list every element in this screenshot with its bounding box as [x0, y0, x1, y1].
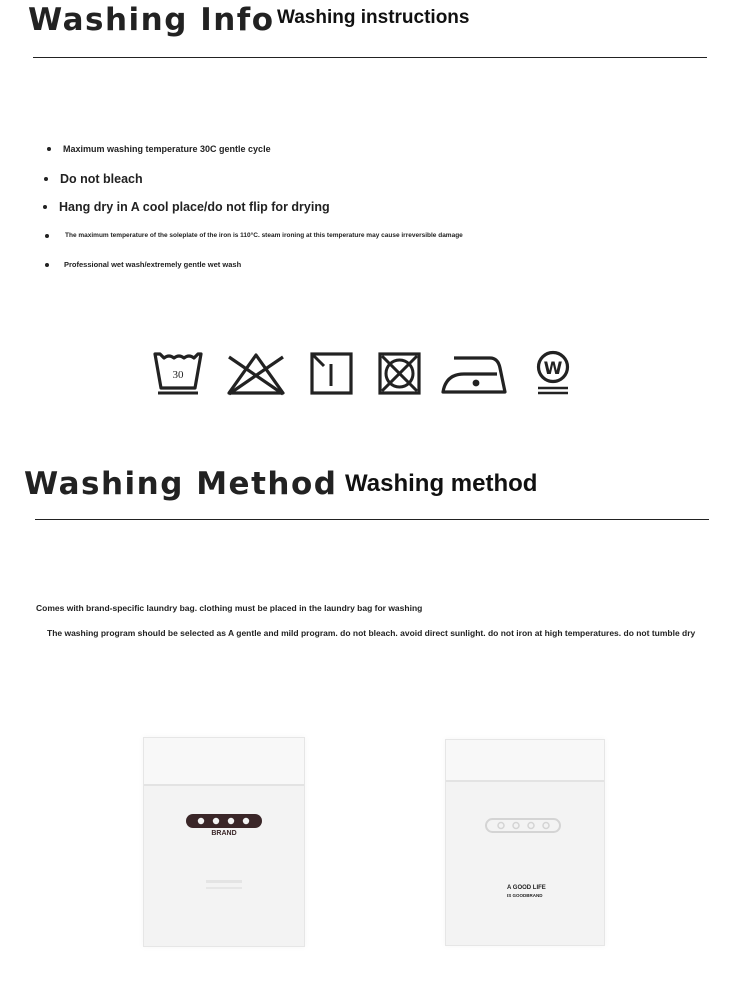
- washing-info-title: Washing Info: [28, 2, 275, 38]
- list-item-text: Hang dry in A cool place/do not flip for drying: [59, 200, 330, 214]
- washing-method-title: Washing Method: [24, 466, 338, 502]
- brand-logo: [184, 810, 266, 844]
- list-item: [64, 260, 241, 269]
- bag-zipper: [144, 784, 304, 786]
- bag-zipper: [446, 780, 604, 782]
- iron-low-icon: [440, 352, 508, 396]
- bullet-icon: [45, 263, 49, 267]
- washing-method-divider: [35, 519, 709, 520]
- bag-tagline: A GOOD LIFE: [507, 885, 546, 891]
- washing-info-subtitle: Washing instructions: [277, 7, 470, 28]
- bullet-icon: [47, 147, 51, 151]
- laundry-bag-left: [143, 737, 305, 947]
- bullet-icon: [44, 177, 48, 181]
- bullet-icon: [45, 234, 49, 238]
- bullet-icon: [43, 205, 47, 209]
- brand-logo-embossed: [484, 816, 564, 836]
- hang-dry-shade-icon: [310, 352, 354, 396]
- list-item: [60, 172, 143, 186]
- washing-method-subtitle: Washing method: [345, 470, 538, 497]
- washing-info-divider: [33, 57, 707, 58]
- faint-print: [206, 887, 242, 889]
- do-not-tumble-dry-icon: [378, 352, 422, 396]
- list-item-text: Maximum washing temperature 30C gentle cycle: [63, 144, 271, 154]
- list-item-text: Do not bleach: [60, 172, 143, 186]
- list-item: [63, 144, 271, 154]
- wash-30-icon: [152, 350, 204, 396]
- laundry-bag-right: [445, 739, 605, 946]
- brand-logo-sub: BRAND: [211, 830, 237, 837]
- wet-clean-label: W: [543, 359, 563, 379]
- method-line: Comes with brand-specific laundry bag. clothing must be placed in the laundry bag for washing: [36, 603, 423, 613]
- list-item-text: The maximum temperature of the soleplate of the iron is 110°C. steam ironing at this temperature may cause irreversible damage: [65, 232, 463, 239]
- wash-temp-label: 30: [172, 369, 184, 381]
- faint-print: [206, 880, 242, 883]
- do-not-bleach-icon: [225, 352, 287, 396]
- list-item: [65, 232, 463, 239]
- list-item-text: Professional wet wash/extremely gentle wet wash: [64, 260, 242, 269]
- list-item: [59, 200, 330, 214]
- professional-wet-clean-icon: [535, 350, 571, 396]
- bag-tagline: IS GOODBRAND: [507, 893, 543, 898]
- method-line: The washing program should be selected as A gentle and mild program. do not bleach. avoid direct sunlight. do not iron at high temperatures. do not tumble dry: [47, 628, 696, 638]
